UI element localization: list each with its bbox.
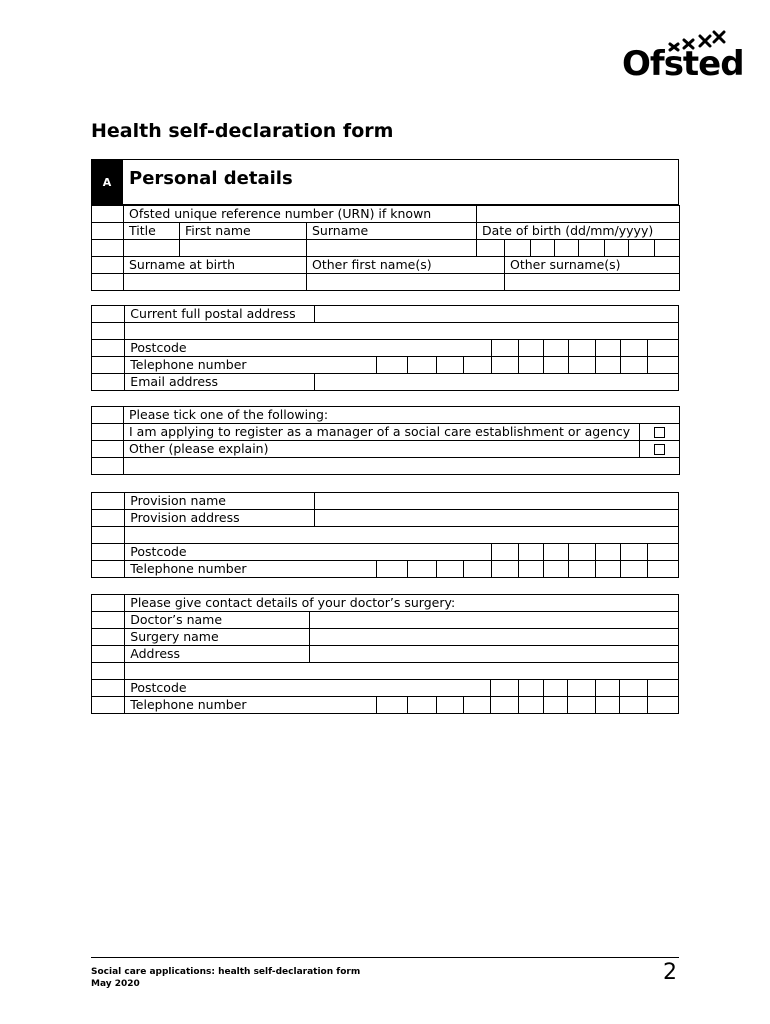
phone-box[interactable]	[437, 561, 464, 578]
urn-label: Ofsted unique reference number (URN) if known	[124, 206, 477, 223]
option-manager-checkbox[interactable]	[640, 424, 680, 441]
row-marker	[92, 697, 125, 714]
dob-digit[interactable]	[605, 240, 629, 257]
phone-box[interactable]	[518, 357, 543, 374]
surgery-telephone-label: Telephone number	[125, 697, 377, 714]
postcode-box[interactable]	[568, 680, 595, 697]
phone-box[interactable]	[408, 697, 437, 714]
first-name-field[interactable]	[180, 240, 307, 257]
provision-telephone-label: Telephone number	[125, 561, 377, 578]
row-marker	[92, 374, 125, 391]
postcode-box[interactable]	[518, 544, 543, 561]
dob-label: Date of birth (dd/mm/yyyy)	[477, 223, 680, 240]
row-marker	[92, 323, 125, 340]
postcode-box[interactable]	[543, 544, 568, 561]
page-number: 2	[663, 960, 677, 985]
section-letter: A	[91, 159, 123, 205]
postcode-box[interactable]	[647, 544, 678, 561]
current-address-field-2[interactable]	[125, 323, 679, 340]
provision-postcode-label: Postcode	[125, 544, 491, 561]
title-field[interactable]	[124, 240, 180, 257]
phone-box[interactable]	[543, 357, 568, 374]
row-marker	[92, 306, 125, 323]
row-marker	[92, 663, 125, 680]
postcode-box[interactable]	[595, 340, 620, 357]
row-marker	[92, 527, 125, 544]
logo-text: Ofsted	[622, 44, 744, 84]
row-marker	[92, 544, 125, 561]
postcode-box[interactable]	[518, 680, 543, 697]
phone-box[interactable]	[377, 357, 408, 374]
row-marker	[92, 595, 125, 612]
phone-box[interactable]	[377, 561, 408, 578]
doctor-name-label: Doctor’s name	[125, 612, 310, 629]
row-marker	[92, 458, 124, 475]
row-marker	[92, 493, 125, 510]
postcode-box[interactable]	[543, 680, 568, 697]
postcode-box[interactable]	[647, 680, 678, 697]
postcode-box[interactable]	[568, 340, 595, 357]
ofsted-logo	[622, 30, 744, 84]
phone-box[interactable]	[620, 697, 647, 714]
postcode-box[interactable]	[620, 340, 647, 357]
option-other-label: Other (please explain)	[124, 441, 640, 458]
row-marker	[92, 680, 125, 697]
phone-box[interactable]	[464, 697, 491, 714]
row-marker	[92, 340, 125, 357]
dob-digit[interactable]	[477, 240, 505, 257]
checkbox-icon[interactable]	[654, 427, 665, 438]
postcode-box[interactable]	[595, 680, 620, 697]
surname-label: Surname	[307, 223, 477, 240]
phone-box[interactable]	[595, 697, 620, 714]
dob-digit[interactable]	[555, 240, 579, 257]
doctor-instruction: Please give contact details of your doctor’s surgery:	[125, 595, 679, 612]
phone-box[interactable]	[437, 357, 464, 374]
phone-box[interactable]	[568, 357, 595, 374]
option-other-checkbox[interactable]	[640, 441, 680, 458]
phone-box[interactable]	[620, 357, 647, 374]
provision-address-label: Provision address	[125, 510, 314, 527]
row-marker	[92, 206, 124, 223]
dob-digit[interactable]	[655, 240, 680, 257]
provision-name-label: Provision name	[125, 493, 314, 510]
surgery-address-field-2[interactable]	[125, 663, 679, 680]
phone-box[interactable]	[595, 561, 620, 578]
email-field[interactable]	[314, 374, 678, 391]
surgery-address-label: Address	[125, 646, 310, 663]
row-marker	[92, 646, 125, 663]
phone-box[interactable]	[568, 697, 595, 714]
postcode-box[interactable]	[491, 340, 518, 357]
dob-digit[interactable]	[629, 240, 655, 257]
footer-line-1: Social care applications: health self-declaration form	[91, 967, 361, 977]
footer-text	[91, 966, 360, 990]
phone-box[interactable]	[595, 357, 620, 374]
phone-box[interactable]	[464, 561, 491, 578]
postcode-box[interactable]	[568, 544, 595, 561]
row-marker	[92, 424, 124, 441]
phone-box[interactable]	[518, 697, 543, 714]
dob-digit[interactable]	[579, 240, 605, 257]
phone-box[interactable]	[464, 357, 491, 374]
phone-box[interactable]	[647, 561, 678, 578]
phone-box[interactable]	[543, 697, 568, 714]
provision-table	[91, 492, 679, 578]
provision-address-field-2[interactable]	[125, 527, 679, 544]
title-label: Title	[124, 223, 180, 240]
other-first-names-field[interactable]	[307, 274, 505, 291]
row-marker	[92, 223, 124, 240]
surname-field[interactable]	[307, 240, 477, 257]
phone-box[interactable]	[408, 561, 437, 578]
postcode-box[interactable]	[595, 544, 620, 561]
phone-box[interactable]	[647, 697, 678, 714]
row-marker	[92, 357, 125, 374]
row-marker	[92, 561, 125, 578]
postcode-label: Postcode	[125, 340, 491, 357]
doctor-table	[91, 594, 679, 714]
surgery-name-field[interactable]	[310, 629, 679, 646]
dob-digit[interactable]	[505, 240, 531, 257]
row-marker	[92, 274, 124, 291]
current-address-field[interactable]	[314, 306, 678, 323]
provision-name-field[interactable]	[314, 493, 678, 510]
phone-box[interactable]	[647, 357, 678, 374]
row-marker	[92, 441, 124, 458]
surgery-address-field[interactable]	[310, 646, 679, 663]
postcode-box[interactable]	[491, 544, 518, 561]
postcode-box[interactable]	[543, 340, 568, 357]
footer-divider	[91, 957, 679, 958]
phone-box[interactable]	[518, 561, 543, 578]
phone-box[interactable]	[491, 357, 518, 374]
postcode-box[interactable]	[518, 340, 543, 357]
dob-digit[interactable]	[531, 240, 555, 257]
other-explain-field[interactable]	[124, 458, 680, 475]
other-first-names-label: Other first name(s)	[307, 257, 505, 274]
row-marker	[92, 407, 124, 424]
phone-box[interactable]	[491, 561, 518, 578]
tick-table	[91, 406, 680, 475]
postcode-box[interactable]	[647, 340, 678, 357]
section-title: Personal details	[129, 168, 293, 189]
email-label: Email address	[125, 374, 314, 391]
phone-box[interactable]	[437, 697, 464, 714]
row-marker	[92, 240, 124, 257]
telephone-label: Telephone number	[125, 357, 377, 374]
page-title: Health self-declaration form	[91, 120, 394, 142]
option-manager-label: I am applying to register as a manager of a social care establishment or agency	[124, 424, 640, 441]
row-marker	[92, 612, 125, 629]
phone-box[interactable]	[568, 561, 595, 578]
address-table	[91, 305, 679, 391]
phone-box[interactable]	[377, 697, 408, 714]
personal-details-table	[91, 205, 680, 291]
postcode-box[interactable]	[620, 544, 647, 561]
checkbox-icon[interactable]	[654, 444, 665, 455]
doctor-name-field[interactable]	[310, 612, 679, 629]
surgery-postcode-label: Postcode	[125, 680, 491, 697]
urn-field[interactable]	[477, 206, 680, 223]
other-surnames-label: Other surname(s)	[505, 257, 680, 274]
row-marker	[92, 629, 125, 646]
surname-at-birth-field[interactable]	[124, 274, 307, 291]
footer-line-2: May 2020	[91, 979, 140, 989]
phone-box[interactable]	[408, 357, 437, 374]
phone-box[interactable]	[620, 561, 647, 578]
first-name-label: First name	[180, 223, 307, 240]
phone-box[interactable]	[491, 697, 518, 714]
provision-address-field[interactable]	[314, 510, 678, 527]
surname-at-birth-label: Surname at birth	[124, 257, 307, 274]
other-surnames-field[interactable]	[505, 274, 680, 291]
current-address-label: Current full postal address	[125, 306, 314, 323]
postcode-box[interactable]	[491, 680, 518, 697]
row-marker	[92, 510, 125, 527]
postcode-box[interactable]	[620, 680, 647, 697]
tick-instruction: Please tick one of the following:	[124, 407, 680, 424]
row-marker	[92, 257, 124, 274]
surgery-name-label: Surgery name	[125, 629, 310, 646]
phone-box[interactable]	[543, 561, 568, 578]
